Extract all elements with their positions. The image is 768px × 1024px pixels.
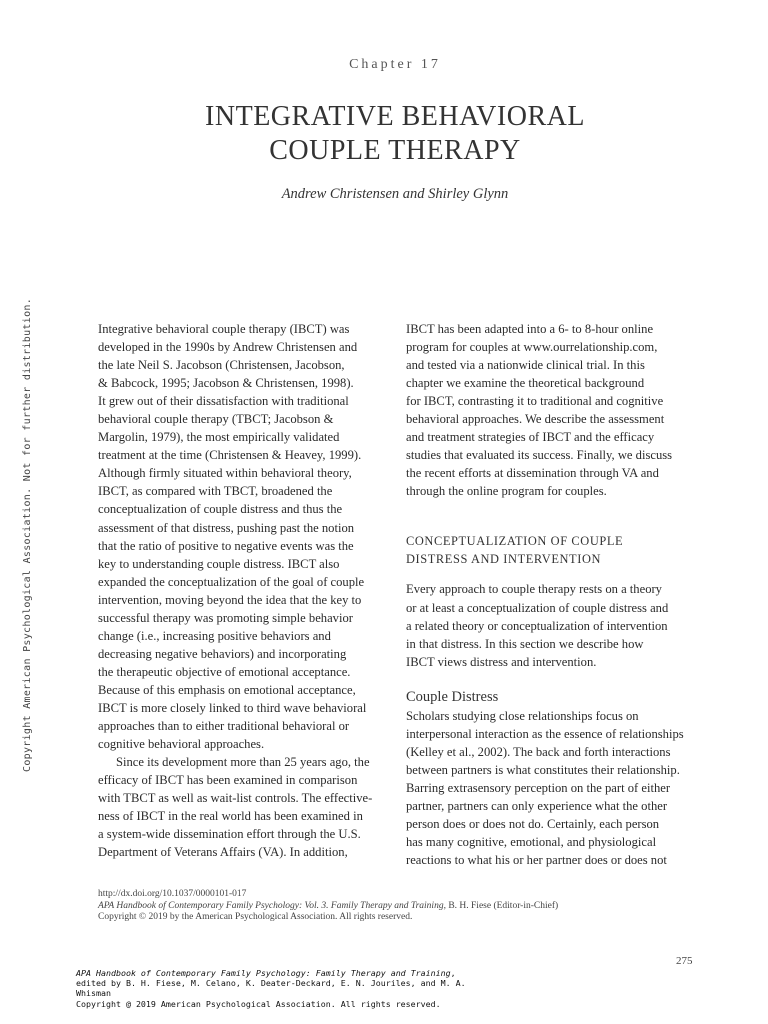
text-line: conceptualization of couple distress and thus the [98, 502, 343, 517]
paragraph [98, 753, 388, 861]
text-line: intervention, moving beyond the idea that the key to [98, 592, 362, 607]
text-line: decreasing negative behaviors) and incorporating [98, 646, 347, 661]
footnote [98, 889, 698, 924]
text-line: the recent efforts at dissemination through VA and [406, 466, 659, 481]
handbook-citation [98, 901, 698, 913]
text-line: efficacy of IBCT has been examined in comparison [98, 773, 358, 788]
text-line: change (i.e., increasing positive behaviors and [98, 628, 331, 643]
bottom-credit [76, 968, 556, 1009]
handbook-title: APA Handbook of Contemporary Family Psychology: Vol. 3. Family Therapy and Training, [98, 900, 446, 911]
text-line: Since its development more than 25 years ago, the [116, 755, 370, 770]
authors: Andrew Christensen and Shirley Glynn [281, 186, 509, 202]
text-line: chapter we examine the theoretical background [406, 376, 645, 391]
text-line: Margolin, 1979), the most empirically validated [98, 430, 340, 445]
text-line: key to understanding couple distress. IBCT also [98, 556, 340, 571]
text-line: Because of this emphasis on emotional acceptance, [98, 682, 356, 697]
text-line: Scholars studying close relationships focus on [406, 708, 639, 723]
chapter-title [0, 100, 768, 168]
text-line: behavioral approaches. We describe the assessment [406, 412, 665, 427]
text-line: CONCEPTUALIZATION OF COUPLE [406, 534, 624, 549]
text-line: or at least a conceptualization of couple distress and [406, 600, 669, 615]
text-line: Although firmly situated within behavioral theory, [98, 466, 352, 481]
text-line: IBCT views distress and intervention. [406, 654, 597, 669]
paragraph [406, 707, 696, 869]
text-line: and treatment strategies of IBCT and the efficacy [406, 430, 655, 445]
paragraph [98, 320, 388, 753]
text-line: studies that evaluated its success. Finally, we discuss [406, 448, 673, 463]
right-column [406, 320, 696, 869]
left-column [98, 320, 388, 861]
credit-title-suffix: , [450, 968, 456, 978]
text-line: developed in the 1990s by Andrew Christensen and [98, 340, 358, 355]
text-line: treatment at the time (Christensen & Heavey, 1999). [98, 448, 362, 463]
text-line: program for couples at www.ourrelationship.com, [406, 340, 658, 355]
text-line: partner, partners can only experience what the other [406, 798, 668, 813]
text-line: & Babcock, 1995; Jacobson & Christensen, 1998). [98, 376, 354, 391]
text-line: IBCT is more closely linked to third wave behavioral [98, 700, 367, 715]
text-line: the therapeutic objective of emotional acceptance. [98, 664, 351, 679]
text-line: It grew out of their dissatisfaction with traditional [98, 394, 349, 409]
footnote-copyright: Copyright © 2019 by the American Psychological Association. All rights reserved. [98, 912, 413, 922]
text-line: Barring extrasensory perception on the part of either [406, 780, 671, 795]
text-line: the late Neil S. Jacobson (Christensen, Jacobson, [98, 358, 345, 373]
page-number: 275 [676, 955, 693, 967]
text-line: and tested via a nationwide clinical trial. In this [406, 358, 645, 373]
text-line: Department of Veterans Affairs (VA). In addition, [98, 845, 348, 860]
text-line: IBCT, as compared with TBCT, broadened the [98, 484, 333, 499]
paragraph [406, 580, 696, 670]
credit-editors-cont: Whisman [76, 988, 111, 999]
handbook-editor: B. H. Fiese (Editor-in-Chief) [445, 900, 559, 911]
title-line: INTEGRATIVE BEHAVIORAL [205, 101, 585, 132]
text-line: approaches than to either traditional behavioral or [98, 719, 350, 734]
text-line: assessment of that distress, pushing past the notion [98, 520, 355, 535]
credit-title: APA Handbook of Contemporary Family Psychology: Family Therapy and Training [76, 968, 451, 978]
text-line: for IBCT, contrasting it to traditional and cognitive [406, 394, 664, 409]
text-line: cognitive behavioral approaches. [98, 737, 265, 752]
text-line: between partners is what constitutes their relationship. [406, 762, 680, 777]
text-line: person does or does not do. Certainly, each person [406, 816, 660, 831]
text-line: in that distress. In this section we describe how [406, 636, 644, 651]
text-line: ness of IBCT in the real world has been examined in [98, 809, 363, 824]
text-line: (Kelley et al., 2002). The back and forth interactions [406, 744, 671, 759]
chapter-label: Chapter 17 [349, 57, 441, 72]
text-line: a related theory or conceptualization of intervention [406, 618, 668, 633]
title-line: COUPLE THERAPY [269, 135, 521, 166]
text-line: successful therapy was promoting simple behavior [98, 610, 353, 625]
text-line: through the online program for couples. [406, 484, 607, 499]
text-line: Integrative behavioral couple therapy (IBCT) was [98, 322, 350, 336]
text-line: behavioral couple therapy (TBCT; Jacobson & [98, 412, 334, 427]
sidebar-copyright: Copyright American Psychological Association. Not for further distribution. [22, 297, 33, 772]
section-heading [406, 532, 696, 568]
credit-copyright: Copyright @ 2019 American Psychological Association. All rights reserved. [76, 998, 441, 1009]
text-line: Every approach to couple therapy rests on a theory [406, 582, 662, 597]
text-line: a system-wide dissemination effort through the U.S. [98, 827, 361, 842]
text-line: DISTRESS AND INTERVENTION [406, 552, 602, 567]
credit-title-line [76, 968, 556, 978]
text-line: IBCT has been adapted into a 6- to 8-hour online [406, 322, 654, 336]
paragraph [406, 320, 696, 500]
credit-editors: edited by B. H. Fiese, M. Celano, K. Deater-Deckard, E. N. Jouriles, and M. A. [76, 978, 466, 989]
subheading: Couple Distress [406, 688, 499, 705]
text-line: expanded the conceptualization of the goal of couple [98, 574, 365, 589]
text-line: with TBCT as well as wait-list controls. The effective- [98, 791, 373, 806]
text-line: reactions to what his or her partner does or does not [406, 853, 667, 868]
text-line: interpersonal interaction as the essence of relationships [406, 726, 684, 741]
doi-link[interactable]: http://dx.doi.org/10.1037/0000101-017 [98, 889, 247, 899]
text-line: has many cognitive, emotional, and physiological [406, 835, 657, 850]
text-line: that the ratio of positive to negative events was the [98, 538, 354, 553]
